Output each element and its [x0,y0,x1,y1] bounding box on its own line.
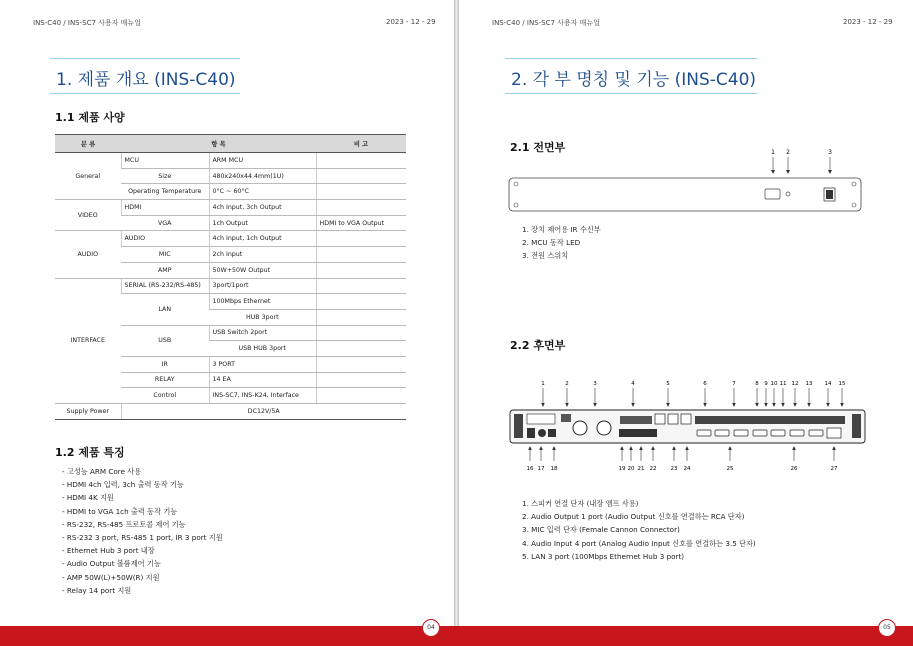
callout-label: 1 [771,149,775,156]
item-note [316,153,406,169]
item-value: 100Mbps Ethernet [209,294,316,310]
right-page [459,0,913,626]
item-value: 1ch Output [209,215,316,231]
features-list [62,465,223,597]
callout-label: 6 [703,381,707,387]
item-value: HUB 3port [209,309,316,325]
callout-label: 26 [790,466,798,472]
footer-bar [0,626,913,646]
callout-label: 7 [732,381,736,387]
category-general: General [55,153,121,200]
dc-jack [527,428,535,438]
mic-connector [573,421,587,435]
callout-label: 12 [791,381,799,387]
header-date: 2023 - 12 - 29 [843,18,893,26]
mic-connector [597,421,611,435]
table-row [55,278,406,294]
power-switch-rocker [826,190,833,199]
list-item: - HDMI to VGA 1ch 출력 동작 기능 [62,506,178,516]
callout-label: 1 [541,381,545,387]
item-label: RELAY [121,372,209,388]
callout-arrowhead [826,403,830,407]
callout-arrowhead [793,403,797,407]
item-note [316,309,406,325]
item-value: ARM MCU [209,153,316,169]
item-label: Control [121,388,209,404]
category-supply: Supply Power [55,404,121,420]
hdmi-port [753,430,767,436]
category-interface: INTERFACE [55,278,121,404]
hdmi-port [734,430,748,436]
callout-arrowhead [528,446,532,450]
item-value: USB Switch 2port [209,325,316,341]
callout-label: 21 [637,466,645,472]
hdmi-ports [697,430,823,436]
hdmi-port [809,430,823,436]
lan-port [681,414,691,424]
chapter-title-box [505,58,757,94]
callout-arrowhead [781,403,785,407]
rack-ear-right [852,414,861,438]
callout-arrowhead [539,446,543,450]
callout-label: 22 [649,466,657,472]
chapter-title: 2. 각 부 명칭 및 기능 (INS-C40) [511,70,757,90]
callout-arrowheads [771,170,832,174]
page-number-left: 04 [422,619,440,637]
callout-arrowhead [593,403,597,407]
hdmi-port [697,430,711,436]
item-label: Size [121,168,209,184]
callout-arrowhead [755,403,759,407]
item-note [316,356,406,372]
list-item: - Relay 14 port 지원 [62,585,132,595]
item-note [316,325,406,341]
callout-arrowhead [792,446,796,450]
callout-label: 10 [770,381,778,387]
top-callouts [541,381,846,407]
callout-label: 9 [764,381,768,387]
item-label: AMP [121,262,209,278]
callout-arrowhead [620,446,624,450]
item-label: VGA [121,215,209,231]
table-row [55,153,406,169]
item-label: IR [121,356,209,372]
item-label: USB [121,325,209,356]
callout-arrowhead [832,446,836,450]
callout-label: 2 [565,381,569,387]
table-row [55,200,406,216]
callout-arrowhead [764,403,768,407]
callout-label: 16 [526,466,534,472]
col-header-category: 분 류 [55,135,121,153]
item-value: 4ch Input, 3ch Output [209,200,316,216]
list-item: - RS-232 3 port, RS-485 1 port, IR 3 port 지원 [62,533,223,543]
usb-port [548,429,556,437]
item-value: USB HUB 3port [209,341,316,357]
item-value: 4ch Input, 1ch Output [209,231,316,247]
section-title-spec: 1.1 제품 사양 [55,111,125,124]
callout-arrowhead [565,403,569,407]
list-item: 2. MCU 동작 LED [522,238,581,248]
front-panel-body [509,178,861,211]
item-value: 0°C ~ 60°C [209,184,316,200]
header-doc-title: INS-C40 / INS-SC7 사용자 매뉴얼 [33,19,141,27]
item-label: AUDIO [121,231,209,247]
item-value: 3port/1port [209,278,316,294]
callout-label: 23 [670,466,678,472]
list-item: - HDMI 4ch 입력, 3ch 출력 동작 기능 [62,480,184,490]
speaker-terminal [527,414,555,424]
list-item: - AMP 50W(L)+50W(R) 지원 [62,572,160,582]
callout-label: 17 [537,466,545,472]
callout-arrowhead [807,403,811,407]
relay-terminal-block [695,416,845,424]
callout-arrowhead [703,403,707,407]
item-note [316,341,406,357]
power-connector [538,429,546,437]
left-page [0,0,454,626]
list-item: - Audio Output 볼륨제어 기능 [62,559,161,569]
front-items-list [522,223,601,263]
callout-arrowhead [552,446,556,450]
list-item: 1. 장치 제어용 IR 수신부 [522,225,601,234]
item-note: HDMI to VGA Output [316,215,406,231]
list-item: 3. 전원 스위치 [522,251,569,261]
hdmi-port [790,430,804,436]
item-value: 14 EA [209,372,316,388]
category-audio: AUDIO [55,231,121,278]
item-label: HDMI [121,200,209,216]
hdmi-port [771,430,785,436]
table-row [55,231,406,247]
callout-arrowhead [631,403,635,407]
item-label: LAN [121,294,209,325]
header-doc-title: INS-C40 / INS-SC7 사용자 매뉴얼 [492,19,600,27]
callout-label: 24 [683,466,691,472]
callout-arrowhead [732,403,736,407]
item-note [316,294,406,310]
callout-label: 13 [805,381,813,387]
rear-items-list [522,497,756,563]
col-header-note: 비 고 [316,135,406,153]
item-value: 480x240x44.4mm(1U) [209,168,316,184]
item-value: 50W+50W Output [209,262,316,278]
callout-label: 19 [618,466,626,472]
item-label: SERIAL (RS-232/RS-485) [121,278,209,294]
item-note [316,231,406,247]
section-title-rear: 2.2 후면부 [510,339,566,352]
rear-panel-diagram [505,376,869,476]
callout-group [771,149,832,174]
section-title-front: 2.1 전면부 [510,141,566,154]
table-header-row [55,135,406,153]
rca-output-port [561,414,571,422]
callout-label: 3 [828,149,832,156]
list-item: 3. MIC 입력 단자 (Female Cannon Connector) [522,525,680,535]
page-number-right: 05 [878,619,896,637]
item-note [316,184,406,200]
hdmi-port [715,430,729,436]
item-note [316,200,406,216]
item-label: Operating Temperature [121,184,209,200]
callout-label: 20 [627,466,635,472]
spec-table [55,134,406,420]
list-item: 2. Audio Output 1 port (Audio Output 신호를 연결하는 RCA 단자) [522,512,745,522]
callout-arrowhead [685,446,689,450]
list-item: 5. LAN 3 port (100Mbps Ethernet Hub 3 port) [522,551,685,561]
lan-port [668,414,678,424]
callout-label: 2 [786,149,790,156]
serial-terminal-block [619,429,657,437]
callout-label: 5 [666,381,670,387]
item-value: INS-SC7, INS-K24, Interface [209,388,316,404]
list-item: 1. 스피커 연결 단자 (내장 앰프 사용) [522,499,639,508]
callout-arrowhead [666,403,670,407]
list-item: - Ethernet Hub 3 port 내장 [62,546,155,556]
callout-label: 27 [830,466,838,472]
item-note [316,388,406,404]
col-header-item: 항 목 [121,135,316,153]
front-panel-diagram [505,145,865,220]
category-video: VIDEO [55,200,121,231]
lan-port [655,414,665,424]
item-label: MIC [121,247,209,263]
audio-input-ports [620,416,652,424]
item-note [316,262,406,278]
callout-label: 14 [824,381,832,387]
list-item: 4. Audio Input 4 port (Analog Audio Input 신호를 연결하는 3.5 단자) [522,538,756,548]
callout-arrowhead [541,403,545,407]
callout-arrowhead [728,446,732,450]
supply-value: DC12V/5A [121,404,406,420]
callout-label: 11 [779,381,787,387]
list-item: - RS-232, RS-485 프로토콜 제어 기능 [62,519,186,529]
item-note [316,278,406,294]
bottom-callouts [527,446,838,472]
callout-label: 25 [726,466,734,472]
callout-label: 4 [631,381,635,387]
rack-ear-left [514,414,523,438]
callout-arrowhead [672,446,676,450]
chapter-title: 1. 제품 개요 (INS-C40) [56,70,236,90]
callout-label: 3 [593,381,597,387]
chapter-title-box [50,58,240,94]
list-item: - HDMI 4K 지원 [62,493,114,503]
list-item: - 고성능 ARM Core 사용 [62,467,142,476]
item-note [316,247,406,263]
callout-arrowhead [772,403,776,407]
item-value: 3 PORT [209,356,316,372]
vga-port [827,428,841,438]
table-row [55,404,406,420]
callout-arrowhead [651,446,655,450]
header-date: 2023 - 12 - 29 [386,18,436,26]
callout-arrowhead [629,446,633,450]
section-title-features: 1.2 제품 특징 [55,446,125,459]
item-value: 2ch Input [209,247,316,263]
callout-arrowhead [840,403,844,407]
callout-label: 8 [755,381,759,387]
callout-label: 15 [838,381,846,387]
item-label: MCU [121,153,209,169]
callout-label: 18 [550,466,558,472]
item-note [316,372,406,388]
item-note [316,168,406,184]
callout-arrowhead [639,446,643,450]
